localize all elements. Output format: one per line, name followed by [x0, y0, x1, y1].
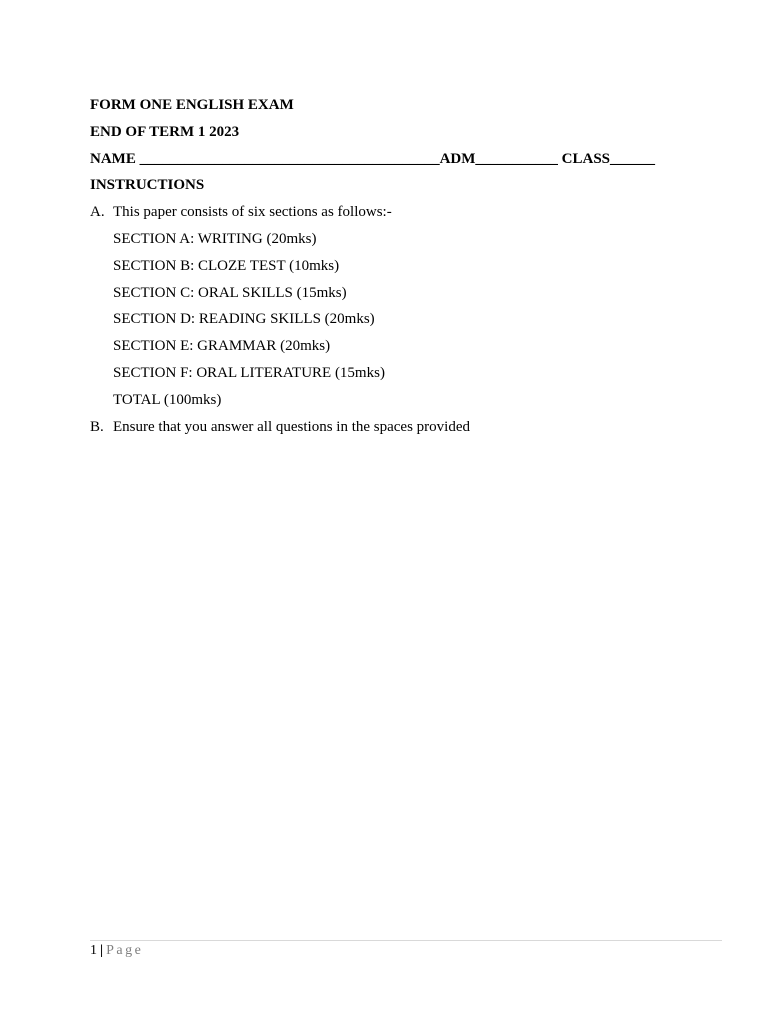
total-marks-line: TOTAL (100mks) [113, 391, 222, 408]
instruction-marker: A. [90, 204, 105, 221]
page-footer [90, 942, 143, 960]
section-line: SECTION E: GRAMMAR (20mks) [113, 338, 331, 355]
instruction-marker: B. [90, 418, 104, 435]
instruction-item-b [90, 414, 710, 441]
student-fields-line: NAME ________________________________________ADM___________ CLASS______ [90, 150, 656, 167]
instruction-text: This paper consists of six sections as follows:- [113, 204, 392, 221]
section-line: SECTION F: ORAL LITERATURE (15mks) [113, 364, 385, 381]
section-line: SECTION B: CLOZE TEST (10mks) [113, 257, 340, 274]
page-content [90, 92, 710, 440]
exam-title: FORM ONE ENGLISH EXAM [90, 97, 294, 113]
page-number: 1 [90, 943, 97, 958]
exam-term: END OF TERM 1 2023 [90, 123, 240, 140]
section-line: SECTION D: READING SKILLS (20mks) [113, 311, 375, 328]
footer-divider [90, 940, 722, 941]
page-label: Page [106, 943, 144, 958]
instructions-heading: INSTRUCTIONS [90, 177, 205, 194]
section-line: SECTION A: WRITING (20mks) [113, 230, 317, 247]
section-line: SECTION C: ORAL SKILLS (15mks) [113, 284, 347, 301]
instruction-text: Ensure that you answer all questions in the spaces provided [113, 418, 470, 435]
instruction-item-a [90, 199, 710, 226]
footer-separator: | [100, 943, 104, 958]
